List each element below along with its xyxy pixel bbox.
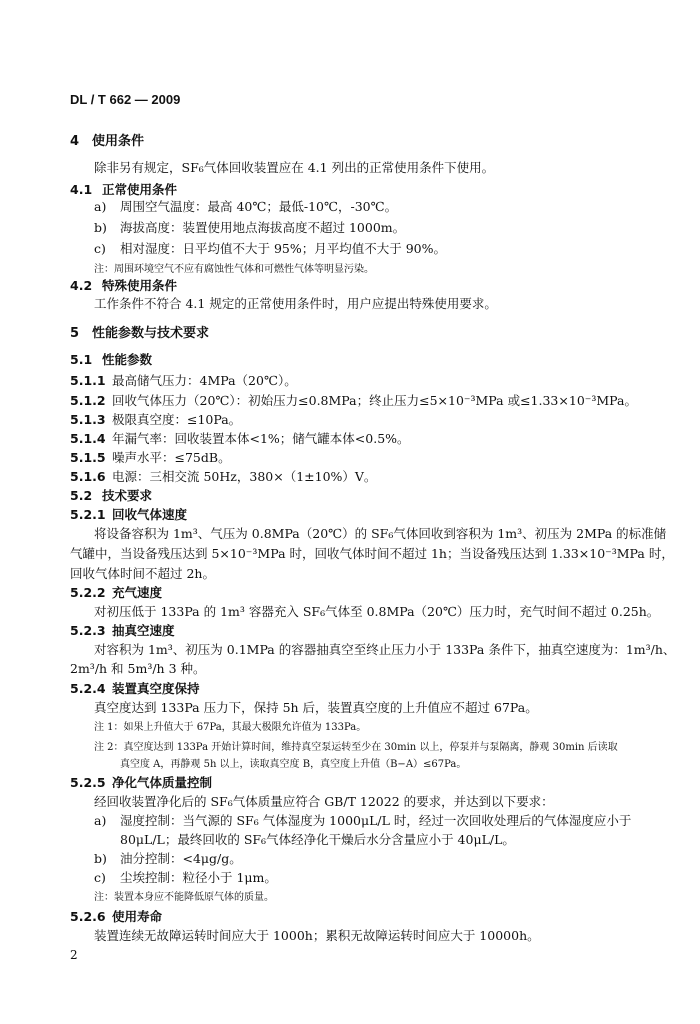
list-item: c) 尘埃控制：粒径小于 1μm。 — [94, 870, 277, 885]
list-item: 5.1.5 噪声水平：≤75dB。 — [70, 450, 231, 465]
list-item: 5.1.6 电源：三相交流 50Hz，380×（1±10%）V。 — [70, 469, 377, 484]
section-5-2-5-heading: 5.2.5 净化气体质量控制 — [70, 775, 213, 790]
list-item: 5.1.4 年漏气率：回收装置本体<1%；储气罐本体<0.5%。 — [70, 431, 410, 446]
paragraph: 装置连续无故障运转时间应大于 1000h；累积无故障运转时间应大于 10000h。 — [94, 928, 540, 943]
section-4-1-heading — [70, 180, 177, 198]
section-5-2-6-heading: 5.2.6 使用寿命 — [70, 909, 163, 924]
list-item-continuation: 80μL/L；最终回收的 SF₆气体经净化干燥后水分含量应小于 40μL/L。 — [120, 832, 515, 847]
document-header: DL / T 662 — 2009 — [70, 92, 181, 107]
paragraph: 真空度达到 133Pa 压力下，保持 5h 后，装置真空度的上升值应不超过 67Pa。 — [94, 700, 538, 715]
section-5-2-1-heading: 5.2.1 回收气体速度 — [70, 507, 188, 522]
paragraph: 经回收装置净化后的 SF₆气体质量应符合 GB/T 12022 的要求，并达到以下要求： — [94, 794, 554, 809]
note: 注：周围环境空气不应有腐蚀性气体和可燃性气体等明显污染。 — [94, 264, 374, 275]
paragraph: 对初压低于 133Pa 的 1m³ 容器充入 SF₆气体至 0.8MPa（20℃）压力时，充气时间不超过 0.25h。 — [94, 604, 660, 619]
paragraph-line: 对容积为 1m³、初压为 0.1MPa 的容器抽真空至终止压力小于 133Pa 条件下，抽真空速度为：1m³/h、 — [94, 642, 676, 657]
section-5-2-2-heading: 5.2.2 充气速度 — [70, 585, 163, 600]
paragraph: 工作条件不符合 4.1 规定的正常使用条件时，用户应提出特殊使用要求。 — [94, 296, 497, 311]
list-item: 5.1.3 极限真空度：≤10Pa。 — [70, 412, 242, 427]
list-item: a) 湿度控制：当气源的 SF₆ 气体湿度为 1000μL/L 时，经过一次回收处理后的气体湿度应小于 — [94, 813, 632, 828]
page-number: 2 — [70, 948, 78, 962]
section-number: 4.1 — [70, 182, 93, 197]
section-4-heading — [70, 130, 144, 149]
section-4-2-heading: 4.2 特殊使用条件 — [70, 278, 178, 293]
section-5-2-3-heading: 5.2.3 抽真空速度 — [70, 623, 175, 638]
section-title: 正常使用条件 — [102, 182, 178, 197]
note: 真空度 A，再静观 5h 以上，读取真空度 B，真空度上升值（B−A）≤67Pa。 — [120, 759, 467, 770]
section-5-heading: 5 性能参数与技术要求 — [70, 326, 210, 341]
section-title: 使用条件 — [92, 134, 145, 149]
paragraph-line: 回收气体时间不超过 2h。 — [70, 566, 215, 581]
note: 注 2：真空度达到 133Pa 开始计算时间，维持真空泵运转至少在 30min 以上，停泵并与泵隔离，静观 30min 后读取 — [94, 742, 618, 753]
paragraph-line: 将设备容积为 1m³、气压为 0.8MPa（20℃）的 SF₆气体回收到容积为 1m³、初压为 2MPa 的标准储 — [94, 526, 667, 541]
section-5-2-4-heading: 5.2.4 装置真空度保持 — [70, 681, 200, 696]
paragraph-line: 气罐中，当设备残压达到 5×10⁻³MPa 时，回收气体时间不超过 1h；当设备残压达到 1.33×10⁻³MPa 时， — [70, 546, 674, 561]
paragraph-line: 2m³/h 和 5m³/h 3 种。 — [70, 661, 206, 676]
list-item: b) 油分控制：<4μg/g。 — [94, 851, 242, 866]
list-item: 5.1.2 回收气体压力（20℃）：初始压力≤0.8MPa；终止压力≤5×10⁻³MPa 或≤1.33×10⁻³MPa。 — [70, 393, 637, 408]
section-number: 4 — [70, 134, 80, 149]
list-item: a) 周围空气温度：最高 40℃；最低-10℃，-30℃。 — [94, 199, 398, 214]
section-5-2-heading: 5.2 技术要求 — [70, 488, 153, 503]
list-item: b) 海拔高度：装置使用地点海拔高度不超过 1000m。 — [94, 220, 406, 235]
note: 注：装置本身应不能降低原气体的质量。 — [94, 892, 274, 903]
note: 注 1：如果上升值大于 67Pa，其最大极限允许值为 133Pa。 — [94, 722, 367, 733]
paragraph: 除非另有规定，SF₆气体回收装置应在 4.1 列出的正常使用条件下使用。 — [94, 160, 495, 175]
list-item: 5.1.1 最高储气压力：4MPa（20℃）。 — [70, 373, 297, 388]
list-item: c) 相对湿度：日平均值不大于 95%；月平均值不大于 90%。 — [94, 241, 447, 256]
section-5-1-heading: 5.1 性能参数 — [70, 352, 153, 367]
